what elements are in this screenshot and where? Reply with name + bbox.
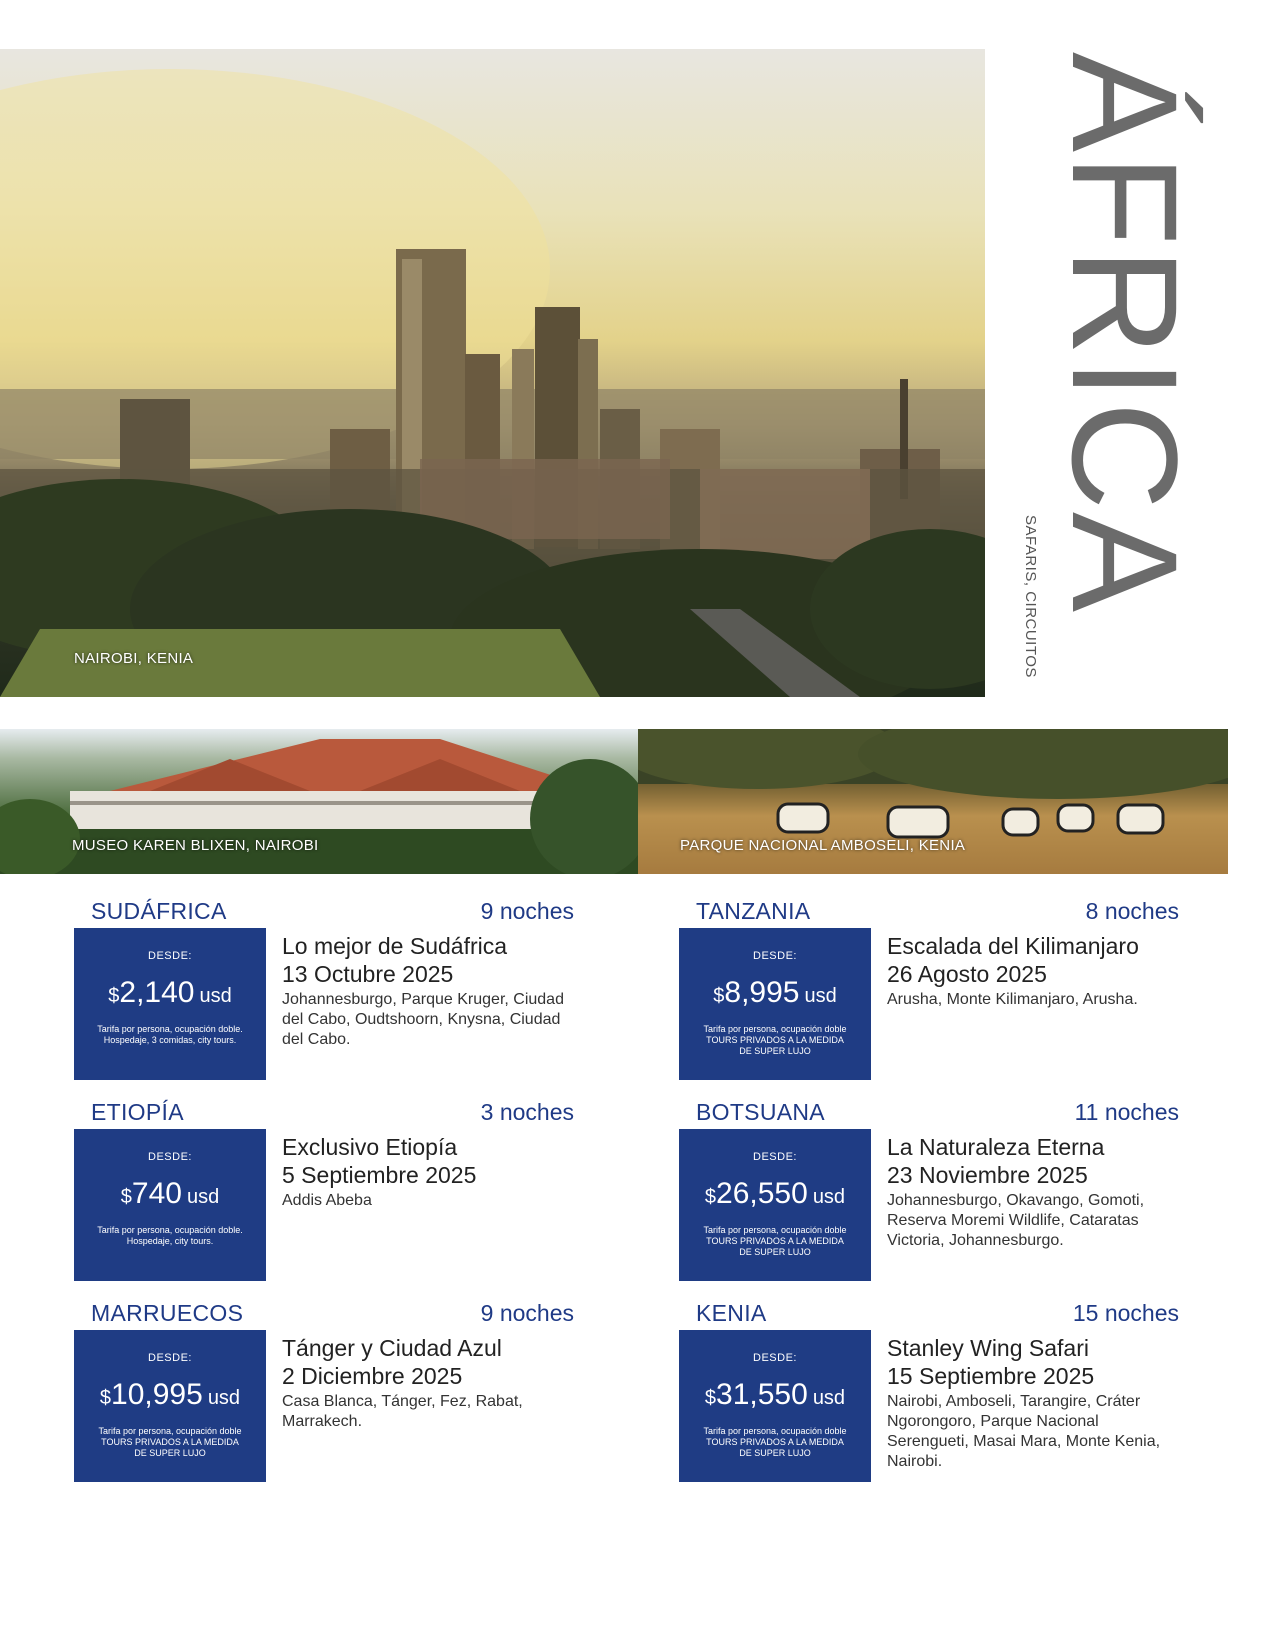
tour-date: 23 Noviembre 2025 [887,1162,1088,1188]
page-title: ÁFRICA [1041,52,1209,615]
tour-country: TANZANIA [696,898,811,924]
price-note: Tarifa por persona, ocupación doble. Hospedaje, 3 comidas, city tours. [97,1024,243,1045]
price-box [679,1129,871,1281]
price: $2,140 usd [108,976,232,1009]
price-note: Tarifa por persona, ocupación doble TOURS PRIVADOS A LA MEDIDA DE SUPER LUJO [703,1024,847,1056]
price-box [679,928,871,1080]
tour-card[interactable] [679,898,1179,1093]
price-box [679,1330,871,1482]
price-box [74,1330,266,1482]
price-box [74,1129,266,1281]
price: $8,995 usd [713,976,837,1009]
price: $31,550 usd [704,1378,846,1411]
left-photo-caption: MUSEO KAREN BLIXEN, NAIROBI [72,837,319,854]
tour-country: KENIA [696,1300,767,1326]
hero-photo-nairobi [0,49,985,697]
price-note: Tarifa por persona, ocupación doble TOURS PRIVADOS A LA MEDIDA DE SUPER LUJO [703,1225,847,1257]
price-amount: 26,550 [716,1177,808,1210]
tour-nights: 9 noches [480,1300,574,1326]
tour-route: Nairobi, Amboseli, Tarangire, Cráter Ngorongoro, Parque Nacional Serengueti, Masai Mara, Monte Kenia, Nairobi. [887,1393,1161,1470]
desde-label: DESDE: [753,1352,797,1364]
tour-nights: 9 noches [480,898,574,924]
price-box [74,928,266,1080]
photo-karen-blixen-museum [0,729,638,874]
tour-nights: 8 noches [1085,898,1179,924]
hero-caption: NAIROBI, KENIA [74,650,194,667]
tour-card[interactable] [74,898,574,1093]
tour-route: Arusha, Monte Kilimanjaro, Arusha. [887,991,1138,1008]
price: $10,995 usd [99,1378,241,1411]
tour-route: Johannesburgo, Okavango, Gomoti, Reserva Moremi Wildlife, Cataratas Victoria, Johannesburgo. [887,1192,1145,1249]
tour-date: 13 Octubre 2025 [282,961,454,987]
price-note: Tarifa por persona, ocupación doble. Hospedaje, city tours. [97,1225,243,1246]
tour-nights: 11 noches [1074,1099,1179,1125]
tour-route: Johannesburgo, Parque Kruger, Ciudad del Cabo, Oudtshoorn, Knysna, Ciudad del Cabo. [282,991,564,1048]
tour-name: Stanley Wing Safari [887,1335,1089,1361]
desde-label: DESDE: [148,950,192,962]
tour-country: MARRUECOS [91,1300,244,1326]
tour-route: Casa Blanca, Tánger, Fez, Rabat, Marrakech. [282,1393,523,1430]
tour-card[interactable] [679,1099,1179,1294]
photo-amboseli-park [638,729,1228,874]
nairobi-skyline-illustration [0,49,985,697]
price-amount: 2,140 [119,976,195,1009]
tour-name: Exclusivo Etiopía [282,1134,458,1160]
tour-name: La Naturaleza Eterna [887,1134,1105,1160]
desde-label: DESDE: [753,1151,797,1163]
right-photo-caption: PARQUE NACIONAL AMBOSELI, KENIA [680,837,966,854]
price-amount: 740 [131,1177,182,1210]
tour-card[interactable] [679,1300,1179,1495]
price-note: Tarifa por persona, ocupación doble TOURS PRIVADOS A LA MEDIDA DE SUPER LUJO [98,1426,242,1458]
tour-name: Lo mejor de Sudáfrica [282,933,508,959]
tour-name: Tánger y Ciudad Azul [282,1335,502,1361]
price-amount: 8,995 [724,976,800,1009]
desde-label: DESDE: [148,1352,192,1364]
desde-label: DESDE: [753,950,797,962]
tour-card[interactable] [74,1099,574,1294]
tour-nights: 3 noches [480,1099,574,1125]
tour-nights: 15 noches [1072,1300,1179,1326]
tour-date: 5 Septiembre 2025 [282,1162,477,1188]
tour-country: SUDÁFRICA [91,898,227,924]
desde-label: DESDE: [148,1151,192,1163]
price: $26,550 usd [704,1177,846,1210]
tour-date: 15 Septiembre 2025 [887,1363,1095,1389]
tour-date: 26 Agosto 2025 [887,961,1047,987]
price-note: Tarifa por persona, ocupación doble TOURS PRIVADOS A LA MEDIDA DE SUPER LUJO [703,1426,847,1458]
tour-country: BOTSUANA [696,1099,825,1125]
price: $740 usd [120,1177,220,1210]
page-subtitle: SAFARIS, CIRCUITOS [1022,515,1039,678]
tour-card[interactable] [74,1300,574,1495]
tour-date: 2 Diciembre 2025 [282,1363,463,1389]
tour-route: Addis Abeba [282,1192,372,1209]
price-amount: 31,550 [716,1378,808,1411]
tour-name: Escalada del Kilimanjaro [887,933,1139,959]
price-amount: 10,995 [111,1378,203,1411]
tour-country: ETIOPÍA [91,1099,184,1125]
